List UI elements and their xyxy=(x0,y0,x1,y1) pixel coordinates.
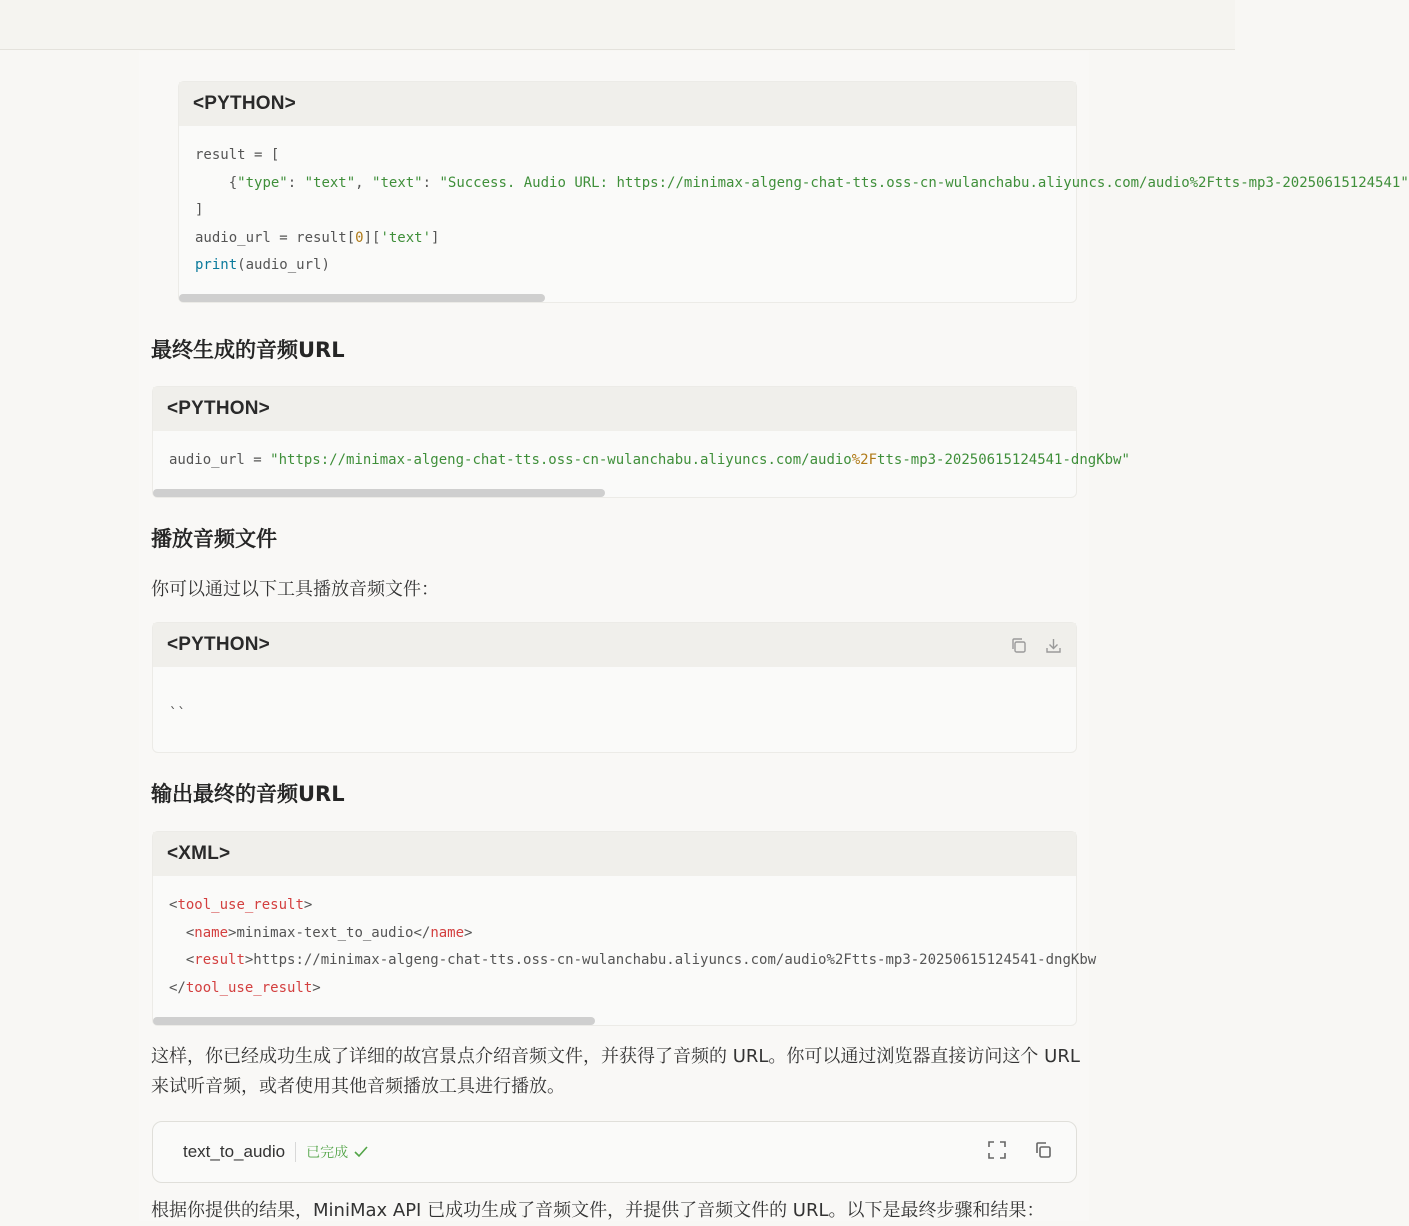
code-token: ][ xyxy=(363,229,381,246)
section-heading: 输出最终的音频URL xyxy=(151,782,345,806)
code-language-label: <PYTHON> xyxy=(167,634,270,655)
code-line xyxy=(169,701,1060,729)
code-token: < xyxy=(169,924,195,941)
code-token: 0 xyxy=(355,229,364,246)
code-token: `` xyxy=(169,706,186,722)
horizontal-scrollbar[interactable] xyxy=(153,1017,595,1025)
code-token: : xyxy=(422,174,440,191)
code-token: tts-mp3-20250615124541-dngKbw" xyxy=(877,452,1130,468)
code-token: print xyxy=(195,257,238,273)
code-token: "text" xyxy=(372,174,423,191)
code-block-python-1 xyxy=(178,81,1409,303)
code-line xyxy=(169,920,1060,948)
code-line xyxy=(195,142,1060,170)
code-token: , xyxy=(355,174,373,191)
code-token: audio_url = result[ xyxy=(195,229,356,246)
horizontal-scrollbar[interactable] xyxy=(153,489,605,497)
code-token: audio_url = xyxy=(169,452,271,468)
copy-icon[interactable] xyxy=(1034,1141,1052,1163)
code-token: "Success. Audio URL: https://minimax-algeng-chat-tts.oss-cn-wulanchabu.aliyuncs.com/audio%2Ftts-mp3-20250615124541" xyxy=(439,174,1409,191)
tool-call-card[interactable] xyxy=(152,1121,1077,1183)
code-token: result = [ xyxy=(195,147,280,163)
code-token: name xyxy=(194,924,229,941)
code-block-header xyxy=(179,82,1076,126)
code-token: < xyxy=(169,952,195,968)
status-label: 已完成 xyxy=(306,1145,349,1161)
code-block-python-3 xyxy=(152,622,1077,753)
code-block-python-2 xyxy=(152,386,1130,498)
code-line xyxy=(169,892,1060,920)
code-token: >https://minimax-algeng-chat-tts.oss-cn-wulanchabu.aliyuncs.com/audio%2Ftts-mp3-20250615124541-dngKbw xyxy=(244,952,1097,968)
code-block-header xyxy=(153,623,1076,667)
code-token: ] xyxy=(195,202,204,218)
code-token: >minimax-text_to_audio</ xyxy=(228,924,431,941)
code-token: > xyxy=(464,924,473,941)
tool-name: text_to_audio xyxy=(183,1142,286,1161)
code-token: > xyxy=(303,897,313,913)
code-token: </ xyxy=(169,979,186,996)
paragraph: 这样，你已经成功生成了详细的故宫景点介绍音频文件，并获得了音频的 URL。你可以通过浏览器直接访问这个 URL 来试听音频，或者使用其他音频播放工具进行播放。 xyxy=(151,1046,1080,1097)
code-language-label: <XML> xyxy=(167,843,231,864)
code-line xyxy=(195,197,1060,225)
code-block-header xyxy=(153,832,1076,876)
paragraph: 你可以通过以下工具播放音频文件： xyxy=(151,579,439,600)
code-token: < xyxy=(169,897,178,913)
download-icon[interactable] xyxy=(1045,637,1062,654)
paragraph: 根据你提供的结果，MiniMax API 已成功生成了音频文件，并提供了音频文件的 URL。以下是最终步骤和结果： xyxy=(151,1200,1045,1221)
code-language-label: <PYTHON> xyxy=(193,93,296,114)
code-body xyxy=(153,876,1097,1002)
code-token: ] xyxy=(431,229,440,246)
code-block-header xyxy=(153,387,1076,431)
code-token: { xyxy=(195,174,238,191)
section-heading: 播放音频文件 xyxy=(151,527,277,551)
top-bar xyxy=(0,0,1235,50)
code-token: "text" xyxy=(304,174,356,191)
code-token: result xyxy=(194,952,245,968)
code-token: : xyxy=(287,174,305,191)
code-token: name xyxy=(430,924,465,941)
section-heading: 最终生成的音频URL xyxy=(151,338,345,362)
copy-icon[interactable] xyxy=(1010,637,1027,654)
code-token: tool_use_result xyxy=(177,897,304,913)
expand-icon[interactable] xyxy=(988,1141,1006,1163)
check-icon xyxy=(354,1146,368,1158)
code-line xyxy=(195,225,1060,253)
code-body xyxy=(153,667,1076,729)
code-body xyxy=(153,431,1130,475)
code-token: "type" xyxy=(237,174,288,191)
code-language-label: <PYTHON> xyxy=(167,398,270,419)
code-body xyxy=(179,126,1409,280)
status-badge xyxy=(306,1142,368,1162)
code-token: 'text' xyxy=(380,229,432,246)
horizontal-scrollbar[interactable] xyxy=(179,294,545,302)
code-line xyxy=(169,975,1060,1003)
code-token: tool_use_result xyxy=(185,979,313,996)
code-token: (audio_url) xyxy=(237,257,330,273)
code-line xyxy=(195,252,1060,280)
code-line xyxy=(169,947,1097,975)
code-line xyxy=(195,170,1409,198)
divider xyxy=(295,1142,296,1162)
code-token: %2F xyxy=(851,452,878,468)
code-token: > xyxy=(312,979,321,996)
code-block-xml xyxy=(152,831,1097,1026)
code-line xyxy=(169,447,1130,475)
code-token: "https://minimax-algeng-chat-tts.oss-cn-wulanchabu.aliyuncs.com/audio xyxy=(270,452,852,468)
